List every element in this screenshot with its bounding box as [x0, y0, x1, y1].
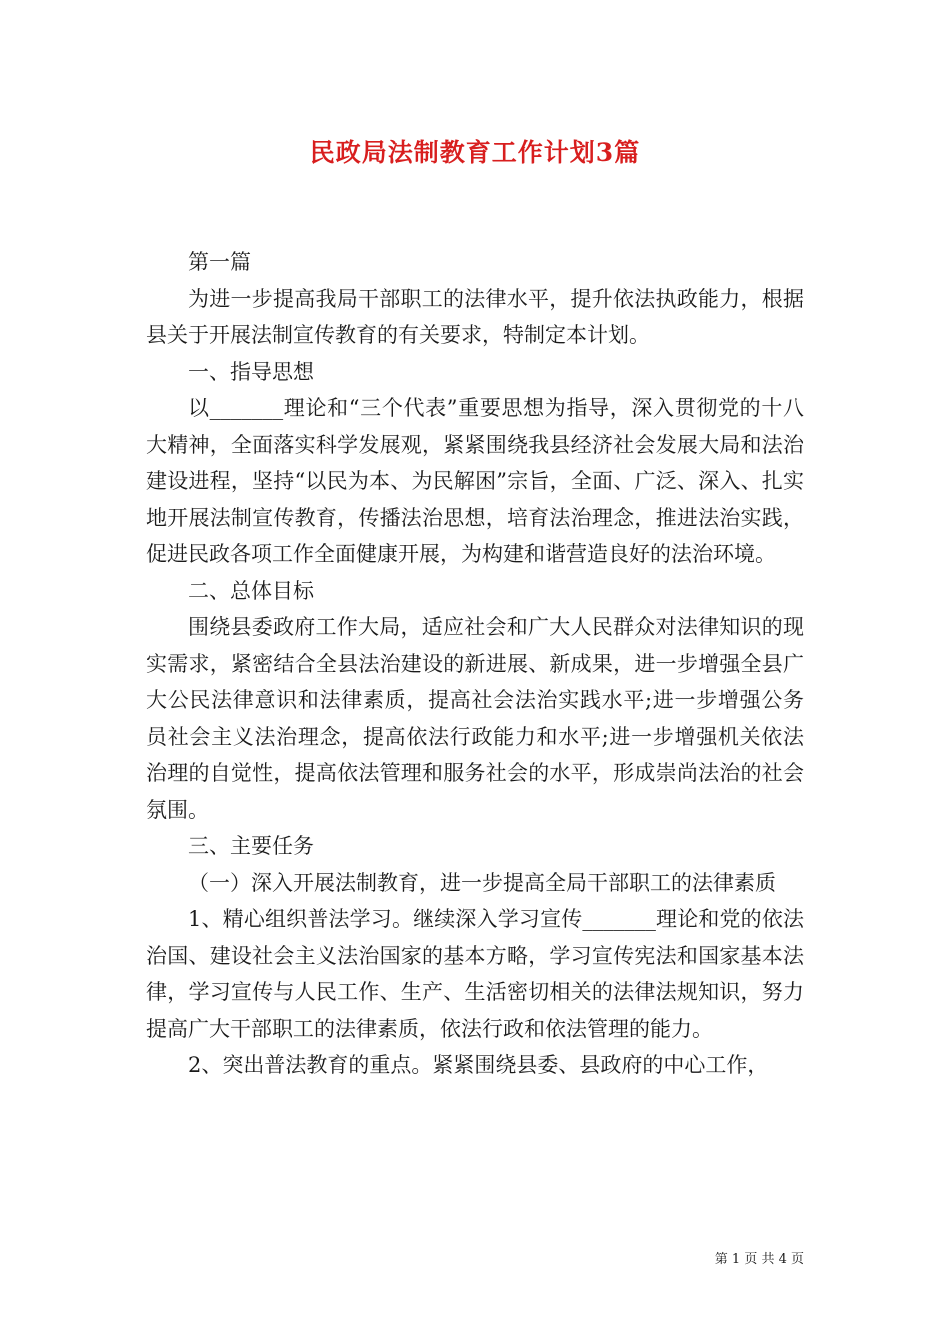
document-body [146, 244, 804, 1084]
paragraph: 1、精心组织普法学习。继续深入学习宣传_______理论和党的依法治国、建设社会主义法治国家的基本方略，学习宣传宪法和国家基本法律，学习宣传与人民工作、生产、生活密切相关的法律法规知识，努力提高广大干部职工的法律素质，依法行政和依法管理的能力。 [146, 907, 804, 1041]
page-title: 民政局法制教育工作计划3篇 [309, 138, 641, 167]
section-heading: 二、总体目标 [188, 578, 314, 603]
section-heading: 一、指导思想 [188, 359, 314, 384]
paragraph: 为进一步提高我局干部职工的法律水平，提升依法执政能力，根据县关于开展法制宣传教育的有关要求，特制定本计划。 [146, 286, 804, 347]
subsection-heading: （一）深入开展法制教育，进一步提高全局干部职工的法律素质 [188, 870, 776, 895]
section-heading: 三、主要任务 [188, 834, 314, 858]
page-number: 第 1 页 共 4 页 [714, 1252, 804, 1267]
paragraph: 2、突出普法教育的重点。紧紧围绕县委、县政府的中心工作， [188, 1053, 769, 1077]
paragraph: 第一篇 [188, 250, 251, 274]
paragraph: 以_______理论和“三个代表”重要思想为指导，深入贯彻党的十八大精神，全面落实科学发展观，紧紧围绕我县经济社会发展大局和法治建设进程，坚持“以民为本、为民解困”宗旨，全面、广泛、深入、扎实地开展法制宣传教育，传播法治思想，培育法治理念，推进法治实践，促进民政各项工作全面健康开展，为构建和谐营造良好的法治环境。 [146, 396, 804, 566]
paragraph: 围绕县委政府工作大局，适应社会和广大人民群众对法律知识的现实需求，紧密结合全县法治建设的新进展、新成果，进一步增强全县广大公民法律意识和法律素质，提高社会法治实践水平;进一步增强公务员社会主义法治理念，提高依法行政能力和水平;进一步增强机关依法治理的自觉性，提高依法管理和服务社会的水平，形成崇尚法治的社会氛围。 [146, 615, 804, 822]
